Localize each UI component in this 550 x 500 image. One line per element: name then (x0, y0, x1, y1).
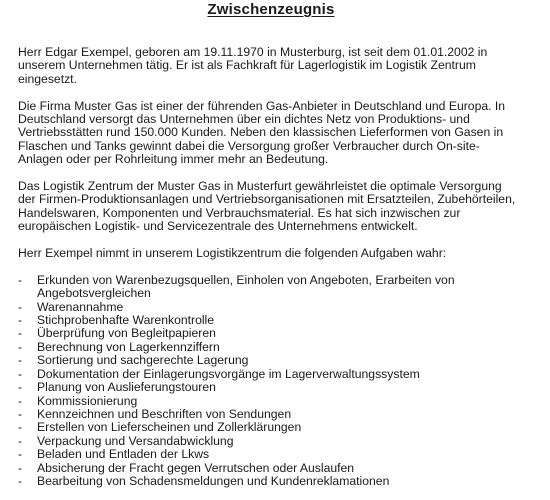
list-bullet: - (18, 406, 23, 421)
list-bullet: - (18, 353, 23, 368)
list-item-text: Erstellen von Lieferscheinen und Zollerklärungen (37, 420, 302, 435)
list-item (18, 448, 518, 461)
list-item-text: Planung von Auslieferungstouren (37, 380, 216, 395)
list-item-text: Dokumentation der Einlagerungsvorgänge im Lagerverwaltungssystem (37, 366, 420, 381)
list-bullet: - (18, 299, 23, 314)
list-item (18, 435, 518, 448)
list-item-text: Berechnung von Lagerkennziffern (37, 339, 220, 354)
list-item (18, 408, 518, 421)
list-bullet: - (18, 447, 23, 462)
list-bullet: - (18, 272, 23, 287)
list-bullet: - (18, 460, 23, 475)
list-item-text: Warenannahme (37, 299, 124, 314)
list-bullet: - (18, 366, 23, 381)
document-title: Zwischenzeugnis (207, 1, 335, 18)
list-item (18, 381, 518, 394)
list-bullet: - (18, 339, 23, 354)
list-item-text: Absicherung der Fracht gegen Verrutschen oder Auslaufen (37, 460, 355, 475)
list-item (18, 368, 518, 381)
list-item-text: Kommissionierung (37, 393, 138, 408)
list-bullet: - (18, 313, 23, 328)
paragraph-logistics-center: Das Logistik Zentrum der Muster Gas in Musterfurt gewährleistet die optimale Versorgung der Firmen-Produktionsanlagen und Vertriebsorganisationen mit Ersatzteilen, Zubehörteilen, Handelswaren, Komponenten und Verbrauchsmaterial. Es hat sich inzwischen zur europäischen Logistik- und Servicezentrale des Unternehmens entwickelt. (18, 179, 516, 234)
list-item-text: Sortierung und sachgerechte Lagerung (37, 353, 249, 368)
list-item (18, 327, 518, 340)
document-body (18, 46, 518, 488)
list-item (18, 462, 518, 475)
list-item (18, 341, 518, 354)
list-item (18, 274, 518, 301)
list-item-text: Verpackung und Versandabwicklung (37, 433, 234, 448)
list-bullet: - (18, 473, 23, 488)
task-list (18, 274, 518, 489)
list-item (18, 395, 518, 408)
list-bullet: - (18, 433, 23, 448)
list-item-text: Beladen und Entladen der Lkws (37, 447, 210, 462)
list-item (18, 475, 518, 488)
list-item-text: Erkunden von Warenbezugsquellen, Einholen von Angeboten, Erarbeiten von Angebotsvergleichen (37, 272, 455, 301)
paragraph-company-description: Die Firma Muster Gas ist einer der führenden Gas-Anbieter in Deutschland und Europa. In Deutschland versorgt das Unternehmen über ein dichtes Netz von Produktions- und Vertriebsstätten rund 150.000 Kunden. Neben den klassischen Lieferformen von Gasen in Flaschen und Tanks gewinnt dabei die Versorgung großer Verbraucher durch On-site-Anlagen oder per Rohrleitung immer mehr an Bedeutung. (18, 98, 506, 167)
list-bullet: - (18, 326, 23, 341)
list-item-text: Stichprobenhafte Warenkontrolle (37, 313, 215, 328)
list-bullet: - (18, 380, 23, 395)
list-item-text: Überprüfung von Begleitpapieren (37, 326, 216, 341)
list-item-text: Bearbeitung von Schadensmeldungen und Kundenreklamationen (37, 473, 390, 488)
list-item-text: Kennzeichnen und Beschriften von Sendungen (37, 406, 292, 421)
list-bullet: - (18, 420, 23, 435)
list-bullet: - (18, 393, 23, 408)
list-item (18, 301, 518, 314)
list-item (18, 421, 518, 434)
paragraph-tasks-intro: Herr Exempel nimmt in unserem Logistikzentrum die folgenden Aufgaben wahr: (18, 246, 447, 261)
paragraph-employee-intro: Herr Edgar Exempel, geboren am 19.11.1970 in Musterburg, ist seit dem 01.01.2002 in unserem Unternehmen tätig. Er ist als Fachkraft für Lagerlogistik im Logistik Zentrum eingesetzt. (18, 45, 488, 86)
list-item (18, 354, 518, 367)
list-item (18, 314, 518, 327)
